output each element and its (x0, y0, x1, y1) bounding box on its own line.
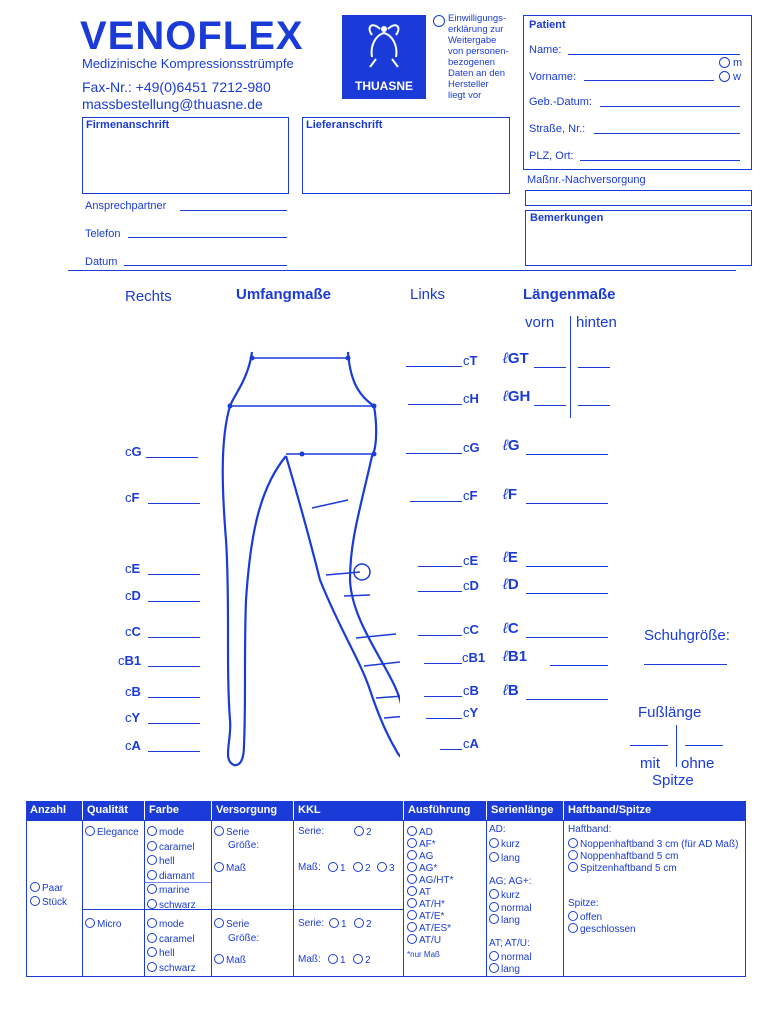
radio-icon[interactable] (407, 934, 417, 944)
header-versorgung: Versorgung (212, 801, 293, 820)
length-field-d[interactable] (526, 593, 608, 594)
street-field[interactable] (594, 133, 740, 134)
radio-icon[interactable] (407, 898, 417, 908)
right-field-g[interactable] (146, 457, 198, 458)
radio-icon[interactable] (147, 918, 157, 928)
anzahl-paar[interactable]: Paar (30, 882, 63, 894)
left-field-c[interactable] (418, 635, 462, 636)
left-measure-y: cY (463, 705, 479, 720)
left-field-t[interactable] (406, 366, 462, 367)
ausf-7[interactable]: AT/E* (407, 910, 444, 922)
radio-icon[interactable] (354, 918, 364, 928)
date-label: Datum (85, 256, 118, 268)
serie-at: AT; AT/U: (489, 938, 530, 949)
right-measure-e: cE (125, 561, 141, 576)
quality-elegance[interactable]: Elegance (85, 826, 139, 838)
kkl-mass-3[interactable]: 3 (377, 862, 395, 874)
length-field-gh[interactable] (534, 405, 566, 406)
color-marine[interactable]: marine (147, 884, 190, 896)
left-measure-t: cT (463, 353, 478, 368)
serie-ag-normal[interactable]: normal (489, 902, 532, 914)
kkl-mass-1[interactable]: 1 (328, 862, 346, 874)
radio-icon[interactable] (328, 862, 338, 872)
length-back-field-gh[interactable] (578, 405, 610, 406)
right-heading: Rechts (125, 288, 172, 305)
left-field-f[interactable] (410, 501, 462, 502)
length-measure-gh: ℓGH (503, 388, 531, 405)
shoe-size-label: Schuhgröße: (644, 627, 730, 644)
circumference-heading: Umfangmaße (236, 286, 332, 303)
kkl-serie: Serie: (298, 826, 325, 837)
radio-icon[interactable] (489, 963, 499, 973)
kkl-mass: Maß: (298, 862, 321, 873)
length-field-b1[interactable] (550, 665, 608, 666)
radio-icon[interactable] (353, 954, 363, 964)
gender-w-radio[interactable] (719, 71, 730, 82)
length-measure-e: ℓE (503, 549, 518, 566)
radio-icon[interactable] (407, 850, 417, 860)
left-heading: Links (410, 286, 446, 303)
birthdate-label: Geb.-Datum: (529, 96, 592, 108)
header-haftband: Haftband/Spitze (564, 801, 746, 820)
vorname-field[interactable] (584, 80, 714, 81)
radio-icon[interactable] (147, 884, 157, 894)
left-measure-h: cH (463, 391, 479, 406)
header-ausfuehrung: Ausführung (404, 801, 486, 820)
length-field-e[interactable] (526, 566, 608, 567)
street-label: Straße, Nr.: (529, 123, 586, 135)
radio-icon[interactable] (147, 841, 157, 851)
radio-icon[interactable] (568, 911, 578, 921)
kkl2-mass-2[interactable]: 2 (353, 954, 371, 966)
phone-field[interactable] (128, 237, 287, 238)
length-measure-b: ℓB (503, 682, 519, 699)
radio-icon[interactable] (407, 910, 417, 920)
color2-hell[interactable]: hell (147, 947, 175, 959)
serie-ag-lang[interactable]: lang (489, 914, 520, 926)
radio-icon[interactable] (147, 962, 157, 972)
kkl2-mass: Maß: (298, 954, 321, 965)
left-measure-b: cB (463, 683, 479, 698)
front-label: vorn (525, 314, 555, 331)
right-measure-f: cF (125, 490, 140, 505)
radio-icon[interactable] (354, 826, 364, 836)
color-mode[interactable]: mode (147, 826, 184, 838)
without-label: ohne (681, 755, 715, 772)
radio-icon[interactable] (407, 874, 417, 884)
ausf-6[interactable]: AT/H* (407, 898, 445, 910)
haftband-3cm[interactable]: Noppenhaftband 3 cm (für AD Maß) (568, 838, 738, 850)
right-field-b[interactable] (148, 697, 200, 698)
right-field-e[interactable] (148, 574, 200, 575)
back-label: hinten (576, 314, 617, 331)
foot-without-tip-field[interactable] (685, 745, 723, 746)
radio-icon[interactable] (489, 914, 499, 924)
radio-icon[interactable] (329, 918, 339, 928)
ausf-note: *nur Maß (407, 950, 440, 959)
length-field-c[interactable] (526, 637, 608, 638)
kkl2-serie: Serie: (298, 918, 325, 929)
leg-diagram (200, 340, 400, 780)
remarks-title: Bemerkungen (530, 212, 604, 224)
supply2-groesse: Größe: (228, 933, 260, 944)
radio-icon[interactable] (407, 826, 417, 836)
city-field[interactable] (580, 160, 740, 161)
left-measure-f: cF (463, 488, 478, 503)
radio-icon[interactable] (377, 862, 387, 872)
length-field-g[interactable] (526, 454, 608, 455)
radio-icon[interactable] (30, 882, 40, 892)
right-field-f[interactable] (148, 503, 200, 504)
contact-field[interactable] (180, 210, 287, 211)
radio-icon[interactable] (568, 850, 578, 860)
foot-divider (676, 725, 677, 767)
brand-subtitle: Medizinische Kompressionsstrümpfe (82, 56, 294, 71)
radio-icon[interactable] (407, 922, 417, 932)
left-field-b[interactable] (424, 696, 462, 697)
gender-m-label: m (733, 57, 743, 69)
radio-icon[interactable] (568, 862, 578, 872)
city-label: PLZ, Ort: (529, 150, 574, 162)
length-back-field-gt[interactable] (578, 367, 610, 368)
patient-title: Patient (529, 19, 566, 31)
delivery-address-title: Lieferanschrift (306, 119, 383, 131)
left-field-e[interactable] (418, 566, 462, 567)
kkl2-serie-2[interactable]: 2 (354, 918, 372, 930)
radio-icon[interactable] (85, 826, 95, 836)
length-field-b[interactable] (526, 699, 608, 700)
color-diamant[interactable]: diamant (147, 870, 195, 882)
radio-icon[interactable] (568, 838, 578, 848)
birthdate-field[interactable] (600, 106, 740, 107)
radio-icon[interactable] (147, 870, 157, 880)
kkl-mass-2[interactable]: 2 (353, 862, 371, 874)
right-measure-b1: cB1 (118, 653, 142, 668)
right-field-c[interactable] (148, 637, 200, 638)
color-caramel[interactable]: caramel (147, 841, 195, 853)
left-measure-g: cG (463, 440, 480, 455)
radio-icon[interactable] (407, 838, 417, 848)
serie-at-normal[interactable]: normal (489, 951, 532, 963)
supply-groesse: Größe: (228, 840, 260, 851)
color2-schwarz[interactable]: schwarz (147, 962, 196, 974)
radio-icon[interactable] (489, 951, 499, 961)
right-measure-d: cD (125, 588, 141, 603)
header-kkl: KKL (294, 801, 403, 820)
left-field-a[interactable] (440, 749, 462, 750)
radio-icon[interactable] (407, 886, 417, 896)
length-measure-d: ℓD (503, 576, 519, 593)
radio-icon[interactable] (147, 899, 157, 909)
header-serienlaenge: Serienlänge (487, 801, 563, 820)
brand-name: VENOFLEX (80, 14, 304, 58)
length-field-f[interactable] (526, 503, 608, 504)
length-heading: Längenmaße (523, 286, 616, 303)
radio-icon[interactable] (214, 954, 224, 964)
color2-mode[interactable]: mode (147, 918, 184, 930)
serie-ag: AG; AG+: (489, 876, 532, 887)
radio-icon[interactable] (214, 918, 224, 928)
left-measure-d: cD (463, 578, 479, 593)
vorname-label: Vorname: (529, 71, 577, 83)
gender-m-radio[interactable] (719, 57, 730, 68)
spitze-geschlossen[interactable]: geschlossen (568, 923, 636, 935)
right-field-d[interactable] (148, 601, 200, 602)
right-field-a[interactable] (148, 751, 200, 752)
length-measure-gt: ℓGT (503, 350, 529, 367)
ausf-2[interactable]: AG (407, 850, 433, 862)
spitze-offen[interactable]: offen (568, 911, 602, 923)
header-qualitaet: Qualität (83, 801, 144, 820)
length-measure-g: ℓG (503, 437, 520, 454)
header-divider (68, 270, 736, 271)
left-measure-e: cE (463, 553, 479, 568)
radio-icon[interactable] (489, 889, 499, 899)
name-label: Name: (529, 44, 562, 56)
color-schwarz[interactable]: schwarz (147, 899, 196, 911)
radio-icon[interactable] (328, 954, 338, 964)
left-measure-c: cC (463, 622, 479, 637)
radio-icon[interactable] (147, 933, 157, 943)
left-field-h[interactable] (408, 404, 462, 405)
radio-icon[interactable] (489, 852, 499, 862)
foot-length-label: Fußlänge (638, 704, 702, 721)
header-anzahl: Anzahl (26, 801, 82, 820)
right-measure-c: cC (125, 624, 141, 639)
spitze-label: Spitze: (568, 898, 599, 909)
length-measure-f: ℓF (503, 486, 518, 503)
radio-icon[interactable] (30, 896, 40, 906)
haftband-label: Haftband: (568, 824, 612, 835)
supply2-mass[interactable]: Maß (214, 954, 246, 966)
tip-label: Spitze (652, 772, 694, 789)
logo-text: THUASNE (354, 79, 413, 93)
left-measure-a: cA (463, 736, 479, 751)
gender-w-label: w (733, 71, 741, 83)
foot-with-tip-field[interactable] (630, 745, 668, 746)
supply-mass[interactable]: Maß (214, 862, 246, 874)
patient-box (523, 15, 752, 170)
length-field-gt[interactable] (534, 367, 566, 368)
ausf-4[interactable]: AG/HT* (407, 874, 453, 886)
radio-icon[interactable] (214, 826, 224, 836)
kkl-serie-2[interactable]: 2 (354, 826, 372, 838)
haftband-5cm[interactable]: Noppenhaftband 5 cm (568, 850, 678, 862)
ausf-8[interactable]: AT/ES* (407, 922, 451, 934)
date-field[interactable] (124, 265, 287, 266)
right-measure-y: cY (125, 710, 141, 725)
kkl2-serie-1[interactable]: 1 (329, 918, 347, 930)
serie-ag-kurz[interactable]: kurz (489, 889, 520, 901)
consent-text: Einwilligungs- erklärung zur Weitergabe von personen- bezogenen Daten an den Hersteller liegt vor (448, 13, 509, 101)
serie-ad-kurz[interactable]: kurz (489, 838, 520, 850)
spitzenhaftband-5cm[interactable]: Spitzenhaftband 5 cm (568, 862, 677, 874)
radio-icon[interactable] (147, 855, 157, 865)
name-field[interactable] (568, 54, 740, 55)
right-field-b1[interactable] (148, 666, 200, 667)
order-email: massbestellung@thuasne.de (82, 96, 263, 112)
radio-icon[interactable] (147, 826, 157, 836)
color2-caramel[interactable]: caramel (147, 933, 195, 945)
fax-number: Fax-Nr.: +49(0)6451 7212-980 (82, 79, 271, 95)
quality-micro[interactable]: Micro (85, 918, 121, 930)
header-farbe: Farbe (145, 801, 211, 820)
shoe-size-field[interactable] (644, 664, 727, 665)
supply2-serie[interactable]: Serie (214, 918, 249, 930)
supply-serie[interactable]: Serie (214, 826, 249, 838)
serie-ad-lang[interactable]: lang (489, 852, 520, 864)
consent-checkbox[interactable] (433, 15, 445, 27)
radio-icon[interactable] (353, 862, 363, 872)
ausf-5[interactable]: AT (407, 886, 431, 898)
ausf-1[interactable]: AF* (407, 838, 436, 850)
right-measure-b: cB (125, 684, 141, 699)
color-hell[interactable]: hell (147, 855, 175, 867)
left-measure-b1: cB1 (462, 650, 486, 665)
ausf-9[interactable]: AT/U (407, 934, 441, 946)
with-label: mit (640, 755, 660, 772)
right-field-y[interactable] (148, 723, 200, 724)
left-field-g[interactable] (406, 453, 462, 454)
left-field-b1[interactable] (424, 663, 462, 664)
followup-label: Maßnr.-Nachversorgung (527, 174, 646, 186)
left-field-d[interactable] (418, 591, 462, 592)
followup-field[interactable] (525, 190, 752, 206)
ausf-3[interactable]: AG* (407, 862, 437, 874)
radio-icon[interactable] (407, 862, 417, 872)
left-field-y[interactable] (426, 718, 462, 719)
right-measure-g: cG (125, 444, 142, 459)
kkl2-mass-1[interactable]: 1 (328, 954, 346, 966)
company-address-title: Firmenanschrift (86, 119, 170, 131)
radio-icon[interactable] (568, 923, 578, 933)
thuasne-logo (342, 15, 426, 99)
serie-at-lang[interactable]: lang (489, 963, 520, 975)
radio-icon[interactable] (214, 862, 224, 872)
front-back-divider (570, 316, 571, 418)
fairy-logo-icon (342, 15, 426, 75)
phone-label: Telefon (85, 228, 121, 240)
anzahl-stueck[interactable]: Stück (30, 896, 67, 908)
radio-icon[interactable] (147, 947, 157, 957)
right-measure-a: cA (125, 738, 141, 753)
radio-icon[interactable] (489, 838, 499, 848)
radio-icon[interactable] (489, 902, 499, 912)
length-measure-c: ℓC (503, 620, 519, 637)
ausf-0[interactable]: AD (407, 826, 433, 838)
radio-icon[interactable] (85, 918, 95, 928)
contact-label: Ansprechpartner (85, 200, 167, 212)
serie-ad: AD: (489, 824, 506, 835)
length-measure-b1: ℓB1 (503, 648, 528, 665)
